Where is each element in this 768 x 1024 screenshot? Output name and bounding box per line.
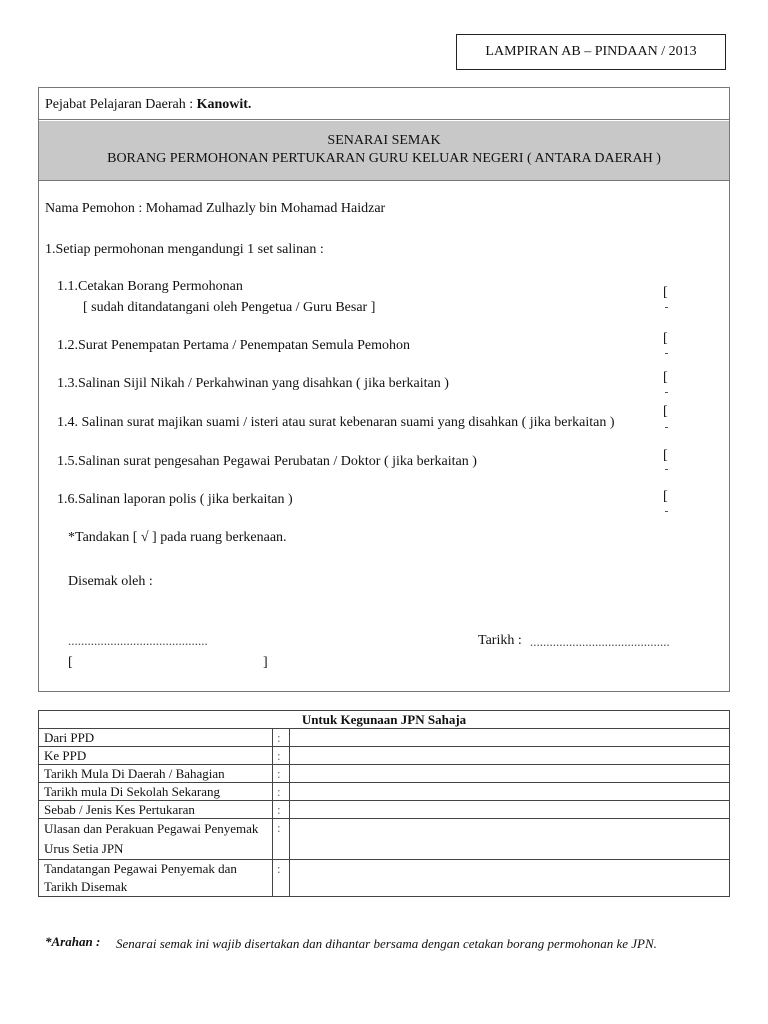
value-cell-ke-ppd[interactable]	[290, 747, 730, 765]
row-label-tarikh-mula-daerah: Tarikh Mula Di Daerah / Bahagian	[39, 765, 273, 783]
value-cell-sebab-kes[interactable]	[290, 801, 730, 819]
row-label-sebab-kes: Sebab / Jenis Kes Pertukaran	[39, 801, 273, 819]
title-line-1: SENARAI SEMAK	[327, 133, 441, 148]
table-row	[39, 783, 730, 801]
jpn-use-table	[38, 710, 730, 897]
row-colon: :	[273, 801, 290, 819]
row-label-dari-ppd: Dari PPD	[39, 729, 273, 747]
row-colon: :	[273, 783, 290, 801]
item-1-1-sub: [ sudah ditandatangani oleh Pengetua / Guru Besar ]	[83, 300, 376, 315]
checkbox-tick-1-1	[665, 307, 668, 308]
row-colon: :	[273, 765, 290, 783]
checkbox-tick-1-6	[665, 511, 668, 512]
row-colon: :	[273, 819, 290, 860]
name-bracket-close: ]	[263, 655, 268, 670]
item-1-3-label: 1.3.Salinan Sijil Nikah / Perkahwinan yang disahkan ( jika berkaitan )	[57, 376, 449, 391]
date-label: Tarikh :	[478, 633, 522, 648]
checkbox-1-6[interactable]: [	[663, 489, 668, 504]
checkbox-1-5[interactable]: [	[663, 448, 668, 463]
applicant-name: Nama Pemohon : Mohamad Zulhazly bin Mohamad Haidzar	[45, 201, 386, 216]
title-line-2: BORANG PERMOHONAN PERTUKARAN GURU KELUAR NEGERI ( ANTARA DAERAH )	[107, 151, 661, 166]
table-heading: Untuk Kegunaan JPN Sahaja	[39, 711, 730, 729]
table-row	[39, 765, 730, 783]
row-colon: :	[273, 729, 290, 747]
office-row	[38, 87, 730, 120]
mark-instruction: *Tandakan [ √ ] pada ruang berkenaan.	[68, 530, 287, 545]
table-row	[39, 860, 730, 897]
checkbox-1-4[interactable]: [	[663, 404, 668, 419]
date-line: ...........................................	[530, 634, 670, 649]
value-cell-ulasan[interactable]	[290, 819, 730, 860]
table-row	[39, 801, 730, 819]
row-label-ulasan: Ulasan dan Perakuan Pegawai Penyemak Urus Setia JPN	[39, 819, 273, 860]
checkbox-tick-1-2	[665, 353, 668, 354]
item-1-5-label: 1.5.Salinan surat pengesahan Pegawai Perubatan / Doktor ( jika berkaitan )	[57, 454, 477, 469]
office-value: Kanowit.	[196, 97, 252, 112]
section-1-heading: 1.Setiap permohonan mengandungi 1 set salinan :	[45, 242, 324, 257]
office-label: Pejabat Pelajaran Daerah :	[45, 97, 194, 112]
row-colon: :	[273, 860, 290, 897]
item-1-1-label: 1.1.Cetakan Borang Permohonan	[57, 279, 243, 294]
signature-line: ...........................................	[68, 633, 208, 648]
item-1-6-label: 1.6.Salinan laporan polis ( jika berkaitan )	[57, 492, 293, 507]
value-cell-tarikh-mula-daerah[interactable]	[290, 765, 730, 783]
checkbox-tick-1-5	[665, 469, 668, 470]
value-cell-tarikh-mula-sekolah[interactable]	[290, 783, 730, 801]
note-label: *Arahan :	[45, 934, 101, 949]
checkbox-tick-1-4	[665, 427, 668, 428]
checked-by-label: Disemak oleh :	[68, 574, 153, 589]
row-label-ke-ppd: Ke PPD	[39, 747, 273, 765]
checkbox-1-2[interactable]: [	[663, 331, 668, 346]
table-heading-row	[39, 711, 730, 729]
checkbox-1-1[interactable]: [	[663, 285, 668, 300]
title-band	[39, 121, 729, 181]
table-row	[39, 729, 730, 747]
note-text: Senarai semak ini wajib disertakan dan dihantar bersama dengan cetakan borang permohonan ke JPN.	[116, 936, 657, 951]
checkbox-tick-1-3	[665, 392, 668, 393]
value-cell-dari-ppd[interactable]	[290, 729, 730, 747]
checkbox-1-3[interactable]: [	[663, 370, 668, 385]
value-cell-tandatangan[interactable]	[290, 860, 730, 897]
table-row	[39, 819, 730, 860]
reference-box	[456, 34, 726, 70]
table-row	[39, 747, 730, 765]
reference-text: LAMPIRAN AB – PINDAAN / 2013	[485, 44, 697, 59]
name-bracket-open: [	[68, 655, 73, 670]
item-1-2-label: 1.2.Surat Penempatan Pertama / Penempatan Semula Pemohon	[57, 338, 411, 353]
item-1-4-label: 1.4. Salinan surat majikan suami / isteri atau surat kebenaran suami yang disahkan ( jika berkaitan )	[57, 415, 615, 430]
row-colon: :	[273, 747, 290, 765]
row-label-tandatangan: Tandatangan Pegawai Penyemak dan Tarikh Disemak	[39, 860, 273, 897]
row-label-tarikh-mula-sekolah: Tarikh mula Di Sekolah Sekarang	[39, 783, 273, 801]
